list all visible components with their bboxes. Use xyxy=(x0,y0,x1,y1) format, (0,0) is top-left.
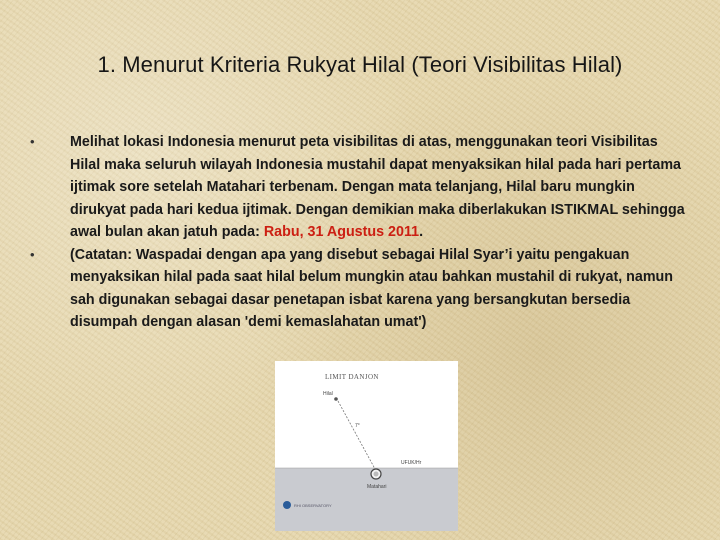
bullet-item xyxy=(30,131,690,244)
observatory-logo-icon xyxy=(283,501,291,509)
figure-title: LIMIT DANJON xyxy=(325,373,379,381)
elongation-line xyxy=(338,401,375,469)
horizon-label: UFUK/Hr xyxy=(401,460,422,466)
highlight-date: Rabu, 31 Agustus 2011 xyxy=(263,224,420,240)
bullet-marker: • xyxy=(30,246,35,262)
bullet-text-end: . xyxy=(419,224,424,240)
sun-core xyxy=(374,472,379,477)
bullet-text-main: Melihat lokasi Indonesia menurut peta visibilitas di atas, menggunakan teori Visibilitas Hilal maka seluruh wilayah Indonesia mustahil dapat menyaksikan hilal pada hari pertama ijtimak sore setelah Matahari terbenam. Dengan mata telanjang, Hilal baru mungkin dirukyat pada hari kedua ijtimak. Dengan demikian maka diberlakukan ISTIKMAL sehingga awal bulan akan jatuh pada: xyxy=(70,134,685,240)
sun-label: Matahari xyxy=(367,484,387,490)
slide-title: 1. Menurut Kriteria Rukyat Hilal (Teori Visibilitas Hilal) xyxy=(97,52,623,77)
angle-label: 7° xyxy=(355,423,360,429)
bullet-item xyxy=(30,244,690,334)
hilal-label: Hilal xyxy=(323,391,333,397)
moon-dot xyxy=(334,397,338,401)
bullet-text xyxy=(70,131,685,244)
bullet-text: (Catatan: Waspadai dengan apa yang disebut sebagai Hilal Syar’i yaitu pengakuan menyaksikan hilal pada saat hilal belum mungkin atau bahkan mustahil di rukyat, namun sah digunakan sebagai dasar penetapan isbat karena yang bersangkutan bersedia disumpah dengan alasan 'demi kemaslahatan umat') xyxy=(70,246,674,330)
bullet-marker: • xyxy=(30,134,35,149)
bullet-list xyxy=(30,131,690,334)
danjon-limit-figure xyxy=(275,361,458,531)
logo-text: RHI OBSERVATORY xyxy=(294,503,332,508)
